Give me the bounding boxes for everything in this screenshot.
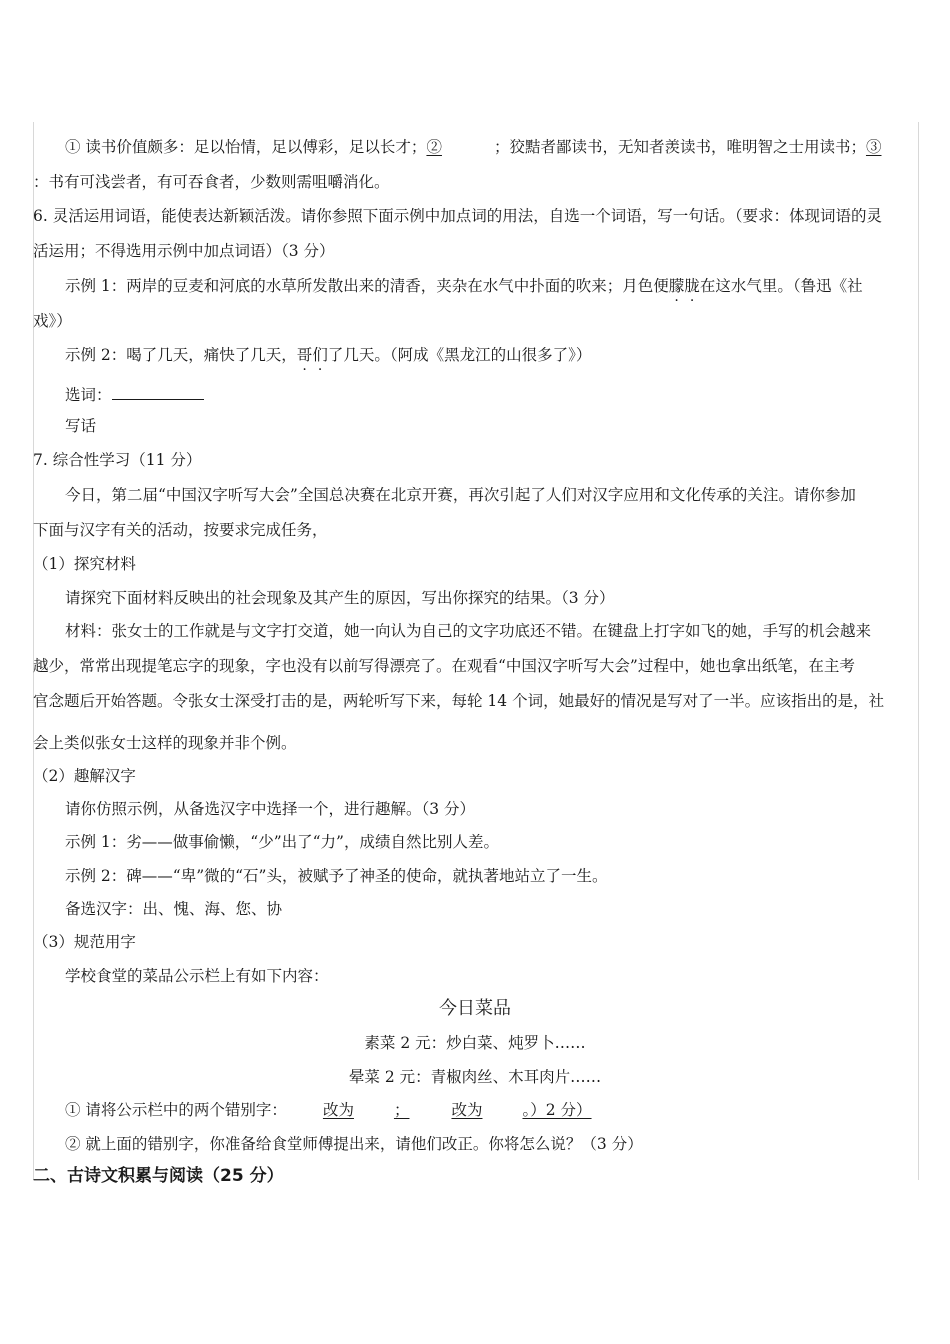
question-6-requirement: 活运用；不得选用示例中加点词语）（3 分） — [33, 242, 335, 260]
reading-value-text-2: ；狡黠者鄙读书，无知者羡读书，唯明智之士用读书； — [493, 138, 866, 156]
subsection-1-task: 请探究下面材料反映出的社会现象及其产生的原因，写出你探究的结果。（3 分） — [65, 589, 615, 607]
subsection-1-title: （1）探究材料 — [33, 555, 136, 573]
reading-value-line — [65, 137, 905, 157]
example-2-line: 示例 2：喝了几天，痛快了几天，哥们了几天。（阿成《黑龙江的山很多了》） — [65, 346, 592, 364]
subsection-2-task: 请你仿照示例，从备选汉字中选择一个，进行趣解。（3 分） — [65, 800, 476, 818]
question-3-2-line: ② 就上面的错别字，你准备给食堂师傅提出来，请他们改正。你将怎么说？（3 分） — [65, 1135, 643, 1153]
subsection-2-example-2: 示例 2：碑——“卑”微的“石”头，被赋予了神圣的使命，就执著地站立了一生。 — [65, 867, 608, 885]
question-3-1-line: ① 请将公示栏中的两个错别字： 改为 ； 改为 。）2 分） — [65, 1101, 592, 1119]
example-1-line: 示例 1：两岸的豆麦和河底的水草所发散出来的清香，夹杂在水气中扑面的吹来；月色便朦胧在这水气里。（鲁迅《社 — [65, 277, 863, 295]
menu-vegetable-line: 素菜 2 元：炒白菜、炖罗卜…… — [364, 1034, 586, 1052]
dotted-char: 朦 — [668, 277, 685, 295]
subsection-3-intro: 学校食堂的菜品公示栏上有如下内容： — [65, 967, 329, 985]
select-word-blank[interactable] — [112, 383, 204, 400]
material-line-4: 会上类似张女士这样的现象并非个例。 — [33, 734, 297, 752]
question-7-title: 7. 综合性学习（11 分） — [33, 451, 202, 469]
dotted-char: 们 — [312, 346, 328, 364]
correction-blank-1[interactable]: 改为 — [322, 1101, 354, 1119]
question-3-1-end: 。）2 分） — [522, 1101, 592, 1119]
subsection-2-example-1: 示例 1：劣——做事偷懒，“少”出了“力”，成绩自然比别人差。 — [65, 833, 499, 851]
material-line-2: 越少，常常出现提笔忘字的现象，字也没有以前写得漂亮了。在观看“中国汉字听写大会”过程中，她也拿出纸笔，在主考 — [33, 657, 855, 675]
dotted-char: 胧 — [684, 277, 700, 295]
question-7-intro: 今日，第二届“中国汉字听写大会”全国总决赛在北京开赛，再次引起了人们对汉字应用和文化传承的关注。请你参加 — [65, 486, 856, 504]
correction-blank-2[interactable]: 改为 — [451, 1101, 483, 1119]
reading-value-text: ① 读书价值颇多：足以怡情，足以傅彩，足以长才； — [65, 138, 427, 156]
subsection-3-title: （3）规范用字 — [33, 933, 136, 951]
menu-meat-line: 晕菜 2 元：青椒肉丝、木耳肉片…… — [348, 1068, 602, 1086]
candidate-characters: 备选汉字：出、愧、海、您、协 — [65, 900, 283, 918]
material-line-1: 材料：张女士的工作就是与文字打交道，她一向认为自己的文字功底还不错。在键盘上打字如飞的她，手写的机会越来 — [65, 622, 872, 640]
section-2-heading: 二、古诗文积累与阅读（25 分） — [33, 1166, 284, 1186]
menu-title: 今日菜品 — [439, 998, 511, 1019]
material-line-3: 官念题后开始答题。令张女士深受打击的是，两轮听写下来，每轮 14 个词，她最好的情况是写对了一半。应该指出的是，社 — [33, 692, 885, 710]
write-sentence-label: 写话 — [65, 417, 97, 435]
question-6-prompt: 6. 灵活运用词语，能使表达新颖活泼。请你参照下面示例中加点词的用法，自选一个词语，写一句话。（要求：体现词语的灵 — [33, 207, 882, 225]
blank-3-marker: ③ — [865, 138, 882, 156]
subsection-2-title: （2）趣解汉字 — [33, 767, 136, 785]
reading-value-line-2: ：书有可浅尝者，有可吞食者，少数则需咀嚼消化。 — [33, 173, 390, 191]
correction-separator: ； — [393, 1101, 410, 1119]
select-word-line: 选词： — [65, 383, 204, 405]
blank-2-marker: ② — [426, 138, 442, 156]
example-1-source: 戏》） — [33, 312, 72, 330]
question-7-intro-2: 下面与汉字有关的活动，按要求完成任务， — [33, 521, 328, 539]
dotted-char: 哥 — [296, 346, 313, 364]
